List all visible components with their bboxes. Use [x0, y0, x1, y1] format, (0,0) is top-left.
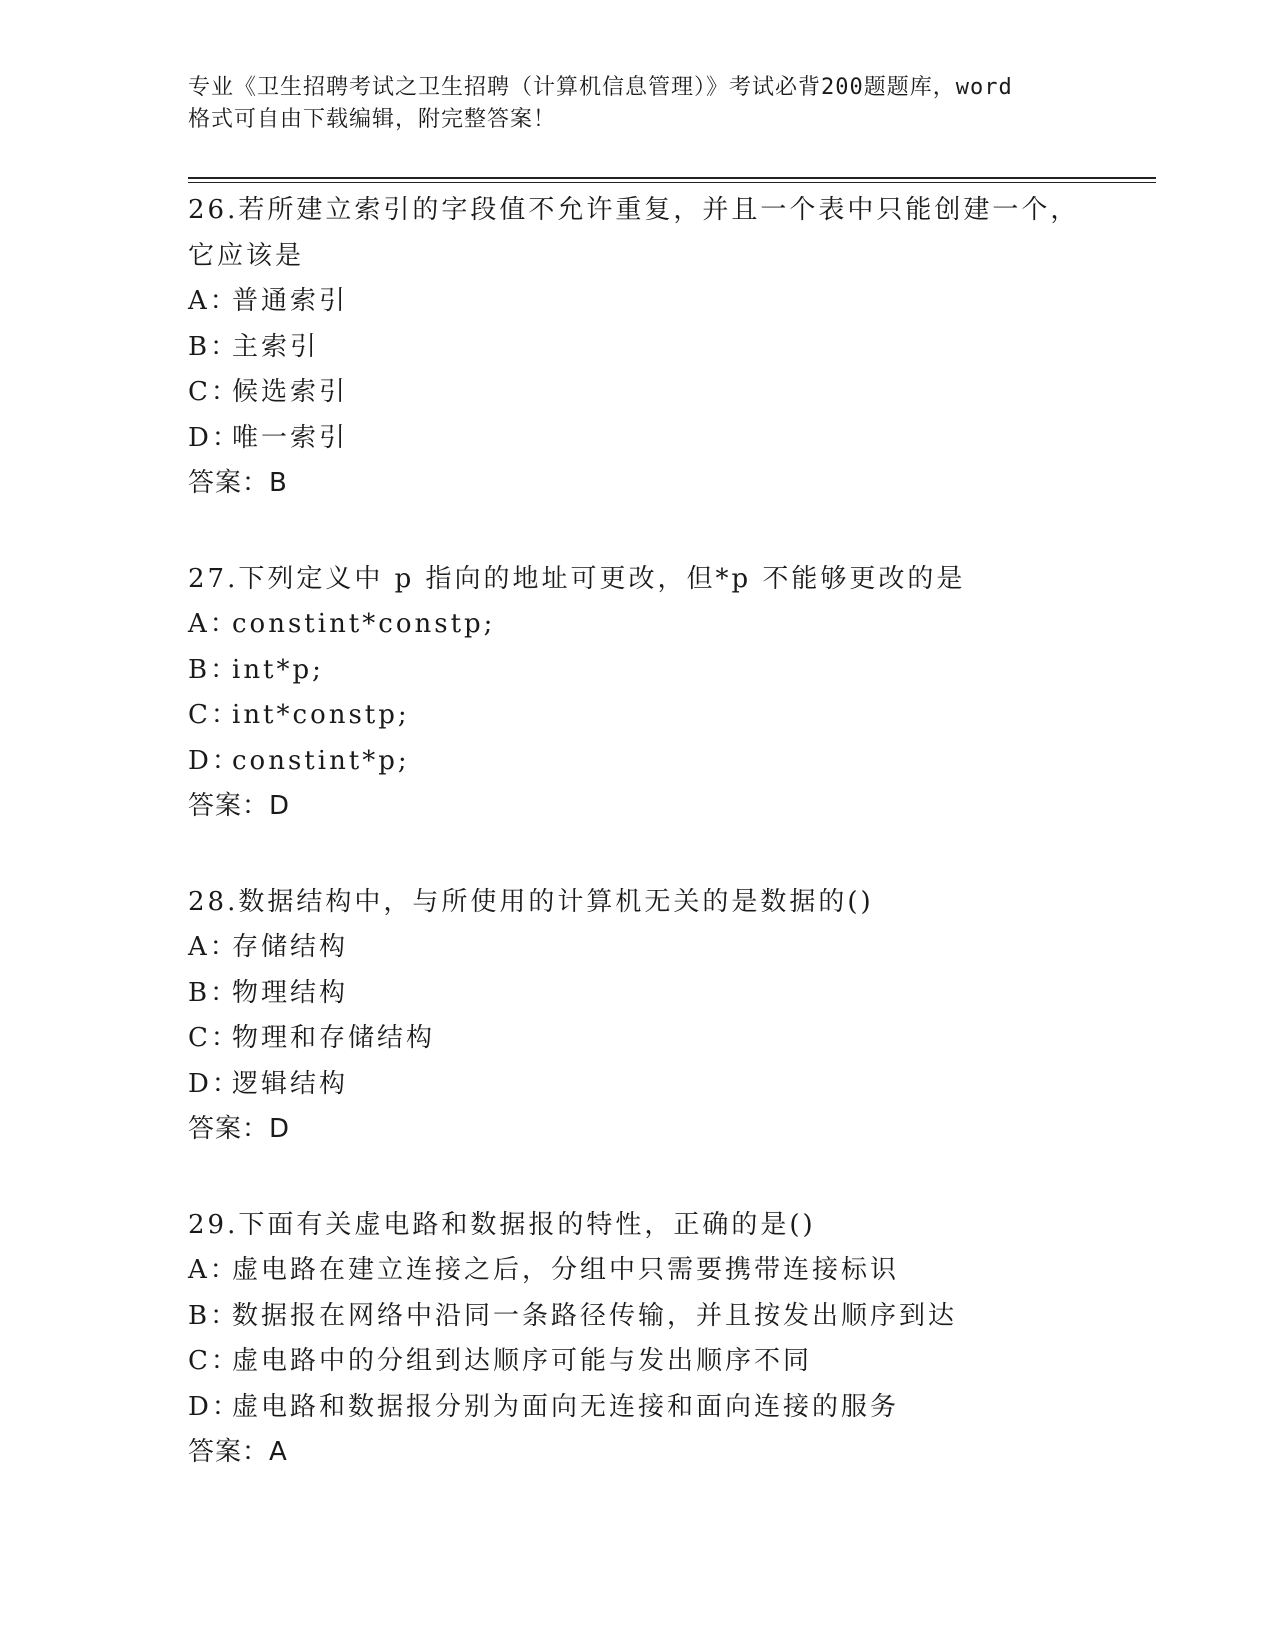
option-c	[188, 693, 1156, 739]
option-a	[188, 925, 1156, 971]
answer-line: 答案：A	[188, 1437, 288, 1467]
option-text: 普通索引	[232, 286, 349, 316]
option-text: 物理和存储结构	[232, 1023, 436, 1053]
header-line-2: 格式可自由下载编辑，附完整答案！	[188, 107, 557, 132]
option-key: B：	[188, 331, 240, 362]
option-key: A：	[188, 1255, 239, 1285]
header-divider-thick	[188, 177, 1156, 179]
question-title: 29.下面有关虚电路和数据报的特性，正确的是()	[188, 1209, 816, 1240]
option-b	[188, 1294, 1156, 1340]
option-key: D：	[188, 1068, 241, 1099]
option-b	[188, 971, 1156, 1017]
option-text: 主索引	[232, 331, 320, 362]
question-title: 27.下列定义中 p 指向的地址可更改，但*p 不能够更改的是	[188, 563, 966, 594]
option-b	[188, 648, 1156, 694]
option-key: D：	[188, 745, 241, 776]
answer-line: 答案：B	[188, 468, 288, 498]
option-key: B：	[188, 977, 240, 1008]
option-key: D：	[188, 422, 241, 453]
option-text: constint*constp;	[232, 609, 496, 639]
option-c	[188, 370, 1156, 416]
option-text: 数据报在网络中沿同一条路径传输，并且按发出顺序到达	[232, 1300, 958, 1331]
option-d	[188, 1062, 1156, 1108]
question-title: 28.数据结构中，与所使用的计算机无关的是数据的()	[188, 886, 874, 917]
answer-line: 答案：D	[188, 791, 291, 821]
option-key: A：	[188, 932, 239, 962]
answer-line: 答案：D	[188, 1114, 291, 1144]
header-divider-thin	[188, 182, 1156, 183]
option-text: 虚电路在建立连接之后，分组中只需要携带连接标识	[232, 1255, 900, 1285]
question-27	[188, 557, 1156, 830]
question-title: 26.若所建立索引的字段值不允许重复，并且一个表中只能创建一个，它应该是	[188, 195, 1080, 271]
option-key: D：	[188, 1391, 241, 1422]
option-key: C：	[188, 1023, 240, 1053]
header-line-1: 专业《卫生招聘考试之卫生招聘（计算机信息管理）》考试必背200题题库，word	[188, 75, 1013, 100]
option-text: 候选索引	[232, 377, 349, 407]
option-key: C：	[188, 377, 240, 407]
question-29	[188, 1203, 1156, 1476]
option-key: A：	[188, 609, 239, 639]
option-text: 逻辑结构	[232, 1068, 349, 1099]
option-key: A：	[188, 286, 239, 316]
option-d	[188, 416, 1156, 462]
option-text: int*p;	[232, 654, 324, 685]
document-header	[188, 72, 1088, 136]
question-28	[188, 880, 1156, 1153]
option-text: 存储结构	[232, 932, 349, 962]
question-26	[188, 188, 1156, 507]
option-text: 虚电路中的分组到达顺序可能与发出顺序不同	[232, 1346, 813, 1376]
option-key: B：	[188, 654, 240, 685]
option-text: constint*p;	[232, 745, 410, 776]
option-c	[188, 1016, 1156, 1062]
option-text: 物理结构	[232, 977, 349, 1008]
option-a	[188, 1248, 1156, 1294]
option-key: C：	[188, 1346, 240, 1376]
option-a	[188, 279, 1156, 325]
option-d	[188, 1385, 1156, 1431]
option-key: C：	[188, 700, 240, 730]
option-text: 虚电路和数据报分别为面向无连接和面向连接的服务	[232, 1391, 900, 1422]
option-text: int*constp;	[232, 700, 410, 730]
question-list	[188, 188, 1156, 1526]
option-b	[188, 325, 1156, 371]
option-key: B：	[188, 1300, 240, 1331]
option-d	[188, 739, 1156, 785]
option-text: 唯一索引	[232, 422, 349, 453]
option-a	[188, 602, 1156, 648]
option-c	[188, 1339, 1156, 1385]
